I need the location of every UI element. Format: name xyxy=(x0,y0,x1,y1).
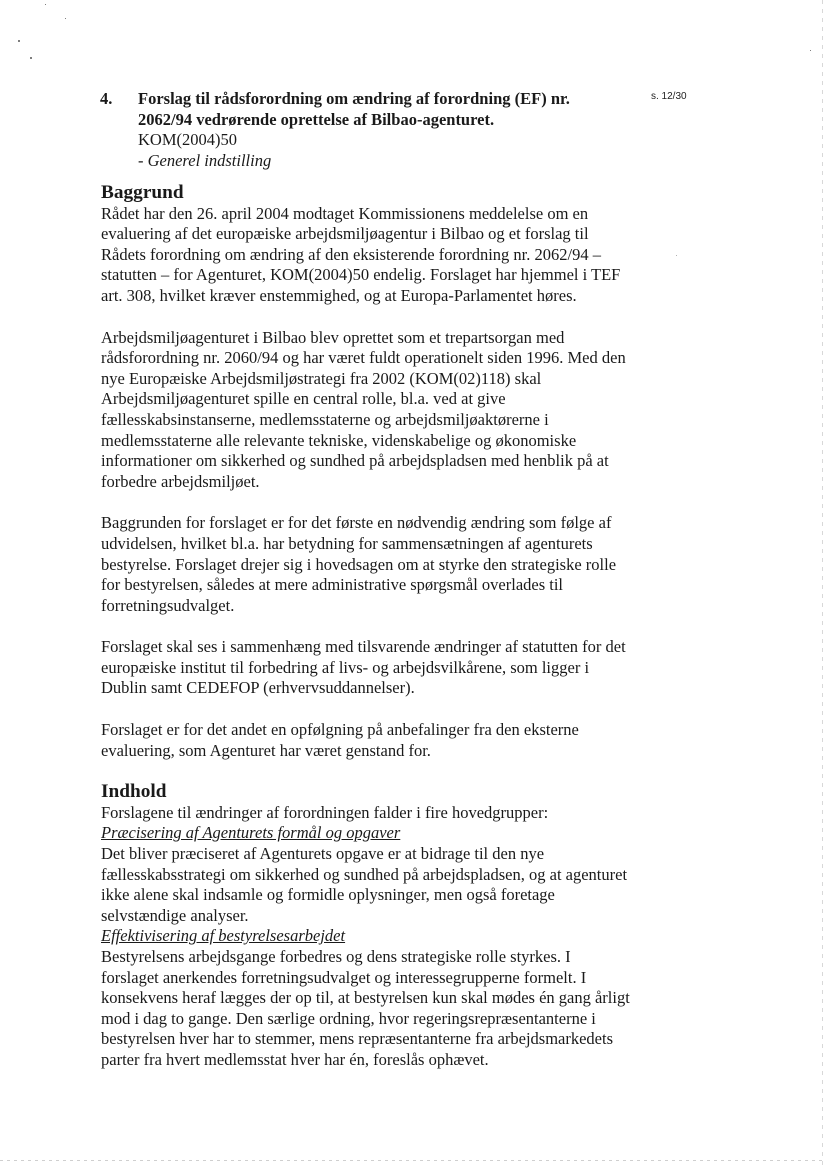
document-body xyxy=(101,183,631,1071)
scan-speck xyxy=(45,4,46,5)
paragraph: Forslaget er for det andet en opfølgning på anbefalinger fra den eksterne evaluering, som Agenturet har været genstand for. xyxy=(101,720,579,760)
agenda-number: 4. xyxy=(100,89,113,108)
section-heading-baggrund: Baggrund xyxy=(101,182,184,203)
paragraph: Forslagene til ændringer af forordningen falder i fire hovedgrupper: xyxy=(101,802,549,822)
paragraph: Forslaget skal ses i sammenhæng med tilsvarende ændringer af statutten for det europæiske institut til forbedring af livs- og arbejdsvilkårene, som ligger i Dublin samt CEDEFOP (erhvervsuddannelser). xyxy=(101,637,626,698)
subsection-title: Præcisering af Agenturets formål og opgaver xyxy=(101,823,401,843)
scan-speck xyxy=(810,50,811,51)
agenda-item xyxy=(100,89,630,171)
scan-speck xyxy=(676,255,677,256)
page-number: s. 12/30 xyxy=(651,91,687,102)
scan-edge-right xyxy=(822,0,823,1167)
paragraph: Det bliver præciseret af Agenturets opgave er at bidrage til den nye fællesskabsstrategi om sikkerhed og sundhed på arbejdspladsen, og at agenturet ikke alene skal indsamle og formidle oplysninger, men også foretage selvstændige analyser. xyxy=(101,844,628,925)
section-heading-indhold: Indhold xyxy=(101,781,167,803)
paragraph: Arbejdsmiljøagenturet i Bilbao blev oprettet som et trepartsorgan med rådsforordning nr. 2060/94 og har været fuldt operationelt siden 1996. Med den nye Europæiske Arbejdsmiljøstrategi fra 2002 (KOM(02)118) skal Arbejdsmiljøagenturet spille en central rolle, bl.a. ved at give fællesskabsinstanserne, medlemsstaterne og arbejdsmiljøaktørerne i medlemsstaterne alle relevante tekniske, videnskabelige og økonomiske informationer om sikkerhed og sundhed på arbejdspladsen med henblik på at forbedre arbejdsmiljøet. xyxy=(101,327,626,491)
scan-speck xyxy=(65,18,66,19)
agenda-title-line2: 2062/94 vedrørende oprettelse af Bilbao-agenturet. xyxy=(138,109,495,129)
subsection-title: Effektivisering af bestyrelsesarbejdet xyxy=(101,926,346,946)
agenda-title-line1: Forslag til rådsforordning om ændring af forordning (EF) nr. xyxy=(138,89,570,108)
agenda-reference: KOM(2004)50 xyxy=(138,130,237,149)
scan-speck xyxy=(30,57,32,59)
agenda-subtitle: - Generel indstilling xyxy=(138,150,272,170)
scan-speck xyxy=(18,40,20,42)
paragraph: Baggrunden for forslaget er for det første en nødvendig ændring som følge af udvidelsen, hvilket bl.a. har betydning for sammensætningen af agenturets bestyrelse. Forslaget drejer sig i hovedsagen om at styrke den strategiske rolle for bestyrelsen, således at mere administrative spørgsmål overlades til forretningsudvalget. xyxy=(101,513,617,615)
scan-edge-bottom xyxy=(0,1160,825,1161)
paragraph: Rådet har den 26. april 2004 modtaget Kommissionens meddelelse om en evaluering af det europæiske arbejdsmiljøagentur i Bilbao og et forslag til Rådets forordning om ændring af den eksisterende forordning nr. 2062/94 – statutten – for Agenturet, KOM(2004)50 endelig. Forslaget har hjemmel i TEF art. 308, hvilket kræver enstemmighed, og at Europa-Parlamentet høres. xyxy=(101,203,621,305)
paragraph: Bestyrelsens arbejdsgange forbedres og dens strategiske rolle styrkes. I forslaget anerkendes forretningsudvalget og interessegrupperne formelt. I konsekvens heraf lægges der op til, at bestyrelsen kun skal mødes én gang årligt mod i dag to gange. Den særlige ordning, hvor regeringsrepræsentanterne i bestyrelsen hver har to stemmer, mens repræsentanterne fra arbejdsmarkedets parter fra hvert medlemsstat hver har én, foreslås ophævet. xyxy=(101,947,630,1069)
